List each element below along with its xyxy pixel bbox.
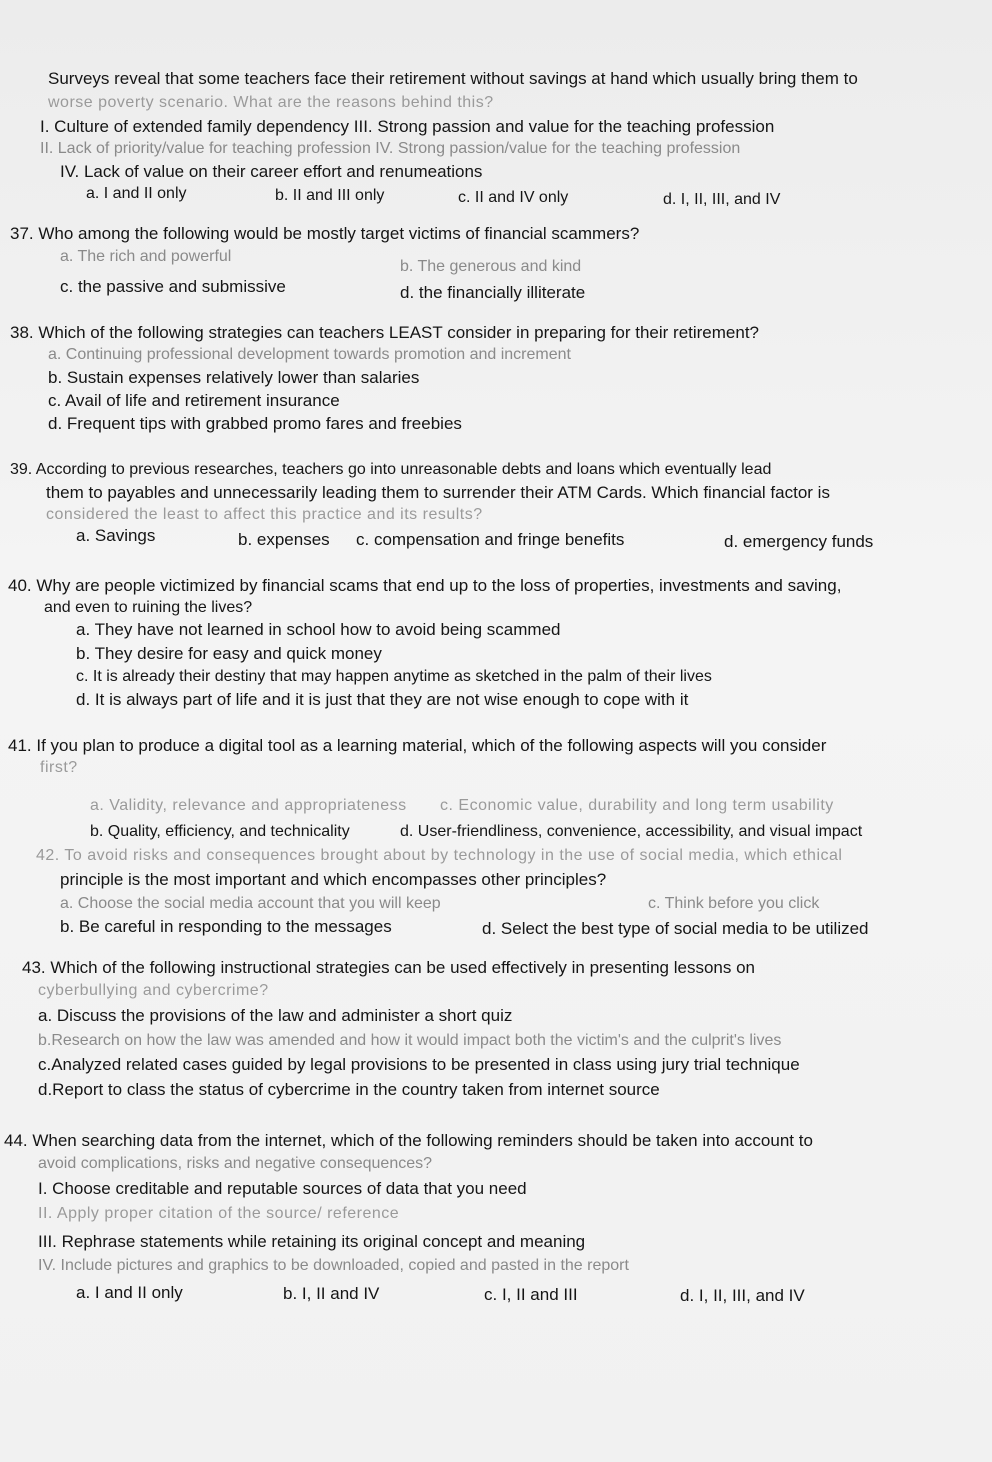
q36-choice-d: d. I, II, III, and IV — [663, 191, 781, 208]
q40-stem-line-2: and even to ruining the lives? — [44, 599, 253, 616]
q44-statement-iii: III. Rephrase statements while retaining its original concept and meaning — [38, 1232, 586, 1251]
q36-choice-c: c. II and IV only — [458, 189, 569, 206]
q44-statement-iv: IV. Include pictures and graphics to be downloaded, copied and pasted in the report — [38, 1257, 629, 1274]
q38-stem: 38. Which of the following strategies can teachers LEAST consider in preparing for their retirement? — [10, 323, 760, 342]
q36-stem-line-2: worse poverty scenario. What are the reasons behind this? — [48, 94, 494, 111]
q44-choice-a: a. I and II only — [76, 1283, 183, 1302]
q38-choice-c: c. Avail of life and retirement insurance — [48, 391, 340, 410]
q44-statement-i: I. Choose creditable and reputable sources of data that you need — [38, 1179, 527, 1198]
q40-choice-a: a. They have not learned in school how to avoid being scammed — [76, 620, 561, 639]
q37-choice-a: a. The rich and powerful — [60, 248, 232, 265]
q36-stem-line-1: Surveys reveal that some teachers face their retirement without savings at hand which usually bring them to — [48, 69, 858, 88]
q36-options-line-2: II. Lack of priority/value for teaching profession IV. Strong passion/value for the teaching profession — [40, 140, 741, 157]
q43-stem-line-2: cyberbullying and cybercrime? — [38, 982, 269, 999]
q39-choice-c: c. compensation and fringe benefits — [356, 530, 625, 549]
q39-stem-line-2: them to payables and unnecessarily leading them to surrender their ATM Cards. Which financial factor is — [46, 483, 830, 502]
q41-choice-a: a. Validity, relevance and appropriateness — [90, 797, 407, 814]
q36-choice-b: b. II and III only — [275, 187, 385, 204]
q42-choice-a: a. Choose the social media account that you will keep — [60, 895, 441, 912]
q37-choice-b: b. The generous and kind — [400, 258, 582, 275]
q44-choice-d: d. I, II, III, and IV — [680, 1286, 805, 1305]
q36-choice-a: a. I and II only — [86, 185, 187, 202]
q41-choice-b: b. Quality, efficiency, and technicality — [90, 823, 350, 840]
q42-choice-b: b. Be careful in responding to the messages — [60, 917, 392, 936]
q37-choice-d: d. the financially illiterate — [400, 283, 586, 302]
q39-stem-line-3: considered the least to affect this practice and its results? — [46, 506, 483, 523]
q44-statement-ii: II. Apply proper citation of the source/ reference — [38, 1205, 400, 1222]
q40-choice-d: d. It is always part of life and it is just that they are not wise enough to cope with it — [76, 690, 689, 709]
q39-choice-a: a. Savings — [76, 526, 156, 545]
q37-stem: 37. Who among the following would be mostly target victims of financial scammers? — [10, 224, 640, 243]
q42-choice-d: d. Select the best type of social media to be utilized — [482, 919, 869, 938]
q38-choice-d: d. Frequent tips with grabbed promo fares and freebies — [48, 414, 462, 433]
q37-choice-c: c. the passive and submissive — [60, 277, 286, 296]
q43-choice-d: d.Report to class the status of cybercrime in the country taken from internet source — [38, 1080, 660, 1099]
q38-choice-b: b. Sustain expenses relatively lower than salaries — [48, 368, 420, 387]
q43-choice-a: a. Discuss the provisions of the law and administer a short quiz — [38, 1006, 513, 1025]
q44-choice-b: b. I, II and IV — [283, 1284, 380, 1303]
q43-choice-c: c.Analyzed related cases guided by legal provisions to be presented in class using jury trial technique — [38, 1055, 800, 1074]
q38-choice-a: a. Continuing professional development towards promotion and increment — [48, 346, 571, 363]
q44-stem-line-2: avoid complications, risks and negative consequences? — [38, 1155, 433, 1172]
q43-choice-b: b.Research on how the law was amended and how it would impact both the victim's and the culprit's lives — [38, 1032, 782, 1049]
q41-choice-c: c. Economic value, durability and long term usability — [440, 797, 834, 814]
q36-options-line-1: I. Culture of extended family dependency III. Strong passion and value for the teaching profession — [40, 117, 775, 136]
q43-stem-line-1: 43. Which of the following instructional strategies can be used effectively in presenting lessons on — [22, 958, 755, 977]
q44-choice-c: c. I, II and III — [484, 1285, 578, 1304]
q39-choice-b: b. expenses — [238, 530, 330, 549]
q42-choice-c: c. Think before you click — [648, 895, 820, 912]
q41-choice-d: d. User-friendliness, convenience, accessibility, and visual impact — [400, 823, 863, 840]
q42-stem-line-1: 42. To avoid risks and consequences brought about by technology in the use of social media, which ethical — [36, 847, 843, 864]
q42-stem-line-2: principle is the most important and which encompasses other principles? — [60, 870, 607, 889]
q36-options-line-3: IV. Lack of value on their career effort and renumeations — [60, 162, 483, 181]
q40-choice-c: c. It is already their destiny that may happen anytime as sketched in the palm of their lives — [76, 668, 712, 685]
q41-stem-line-1: 41. If you plan to produce a digital tool as a learning material, which of the following aspects will you consider — [8, 736, 827, 755]
q40-stem-line-1: 40. Why are people victimized by financial scams that end up to the loss of properties, investments and saving, — [8, 576, 842, 595]
q44-stem-line-1: 44. When searching data from the internet, which of the following reminders should be taken into account to — [4, 1131, 813, 1150]
q39-stem-line-1: 39. According to previous researches, teachers go into unreasonable debts and loans which eventually lead — [10, 461, 772, 478]
q39-choice-d: d. emergency funds — [724, 532, 874, 551]
q41-stem-line-2: first? — [40, 759, 78, 776]
q40-choice-b: b. They desire for easy and quick money — [76, 644, 382, 663]
